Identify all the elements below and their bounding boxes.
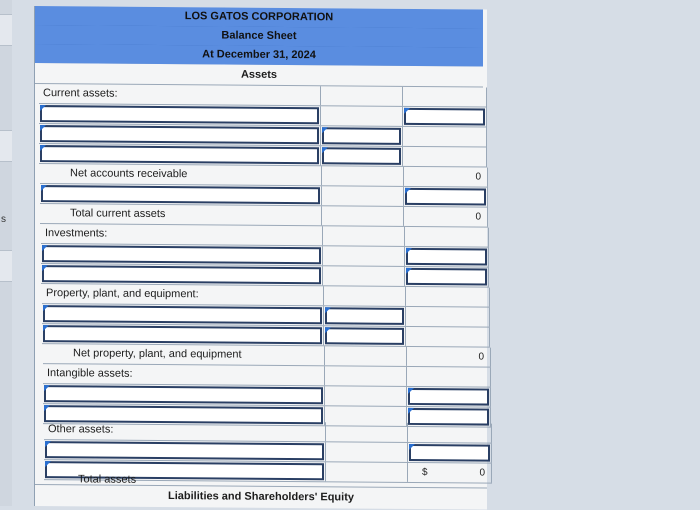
amount-cell (406, 307, 490, 327)
account-select-11[interactable] (45, 441, 324, 460)
empty-cell (323, 226, 405, 246)
amount-input-11[interactable] (409, 444, 490, 462)
amount-input-3[interactable] (322, 147, 401, 165)
current-assets-label: Current assets: (39, 84, 321, 105)
margin-letter: s (1, 214, 6, 225)
account-select-5[interactable] (42, 245, 321, 264)
amount-cell (406, 327, 490, 347)
ppe-label: Property, plant, and equipment: (42, 284, 324, 305)
amount-cell (405, 267, 489, 287)
account-cell (39, 104, 321, 125)
amount-cell (322, 186, 404, 206)
amount-cell (326, 442, 408, 462)
empty-cell (321, 86, 403, 106)
amount-cell (323, 266, 405, 286)
net-ppe-label: Net property, plant, and equipment (43, 344, 325, 365)
net-ppe-value: 0 (407, 347, 491, 367)
amount-cell (321, 146, 403, 166)
amount-cell (405, 247, 489, 267)
amount-cell (321, 106, 403, 126)
liabilities-equity-header: Liabilities and Shareholders' Equity (35, 484, 487, 509)
total-assets-value: 0 (479, 467, 485, 479)
total-current-assets-value: 0 (404, 207, 488, 227)
total-assets-label: Total assets (78, 473, 137, 486)
empty-cell (408, 423, 492, 443)
amount-cell (324, 326, 406, 346)
empty-cell (406, 287, 490, 307)
left-margin (0, 0, 12, 506)
empty-cell (405, 227, 489, 247)
account-cell (39, 124, 321, 145)
account-cell (40, 184, 322, 205)
account-select-4[interactable] (41, 185, 320, 204)
amount-cell (403, 107, 487, 127)
empty-cell (322, 166, 404, 186)
total-assets-value-cell (408, 463, 492, 483)
amount-cell (408, 443, 492, 463)
amount-cell (403, 147, 487, 167)
amount-cell (404, 187, 488, 207)
amount-input-9[interactable] (408, 388, 489, 406)
dollar-sign: $ (422, 467, 428, 479)
empty-cell (322, 206, 404, 226)
account-select-1[interactable] (40, 105, 319, 124)
statement-date: At December 31, 2024 (35, 44, 483, 68)
margin-tab (0, 14, 12, 46)
amount-input-8[interactable] (325, 327, 404, 345)
account-select-8[interactable] (43, 325, 322, 344)
amount-cell (323, 246, 405, 266)
empty-cell (325, 366, 407, 386)
empty-cell (326, 422, 408, 442)
account-select-2[interactable] (40, 125, 319, 144)
account-select-7[interactable] (43, 305, 322, 324)
empty-cell (324, 286, 406, 306)
amount-input-6[interactable] (406, 268, 487, 286)
assets-section-header: Assets (35, 63, 483, 88)
amount-cell (321, 126, 403, 146)
investments-label: Investments: (41, 224, 323, 245)
margin-tab (0, 250, 12, 282)
empty-cell (325, 346, 407, 366)
net-accounts-receivable-label: Net accounts receivable (40, 164, 322, 185)
amount-cell (325, 386, 407, 406)
amount-input-5[interactable] (406, 248, 487, 266)
company-name: LOS GATOS CORPORATION (35, 6, 483, 30)
amount-input-7[interactable] (325, 307, 404, 325)
net-accounts-receivable-value: 0 (404, 167, 488, 187)
empty-cell (407, 367, 491, 387)
account-select-6[interactable] (42, 265, 321, 284)
account-cell (41, 264, 323, 285)
amount-cell (326, 462, 408, 482)
account-cell (44, 440, 326, 461)
account-select-9[interactable] (44, 385, 323, 404)
statement-title: Balance Sheet (35, 25, 483, 49)
amount-cell (403, 127, 487, 147)
account-cell (39, 144, 321, 165)
account-select-3[interactable] (40, 145, 319, 164)
account-cell (42, 304, 324, 325)
amount-cell (324, 306, 406, 326)
balance-sheet (34, 6, 487, 510)
account-cell (41, 244, 323, 265)
amount-input-4[interactable] (405, 188, 486, 206)
intangible-assets-label: Intangible assets: (43, 364, 325, 385)
account-cell (42, 324, 324, 345)
account-cell (43, 384, 325, 405)
other-assets-label: Other assets: (44, 420, 326, 441)
margin-tab (0, 130, 12, 162)
empty-cell (403, 87, 487, 107)
amount-cell (407, 387, 491, 407)
amount-input-1[interactable] (404, 108, 485, 126)
amount-input-2[interactable] (322, 127, 401, 145)
total-current-assets-label: Total current assets (40, 204, 322, 225)
